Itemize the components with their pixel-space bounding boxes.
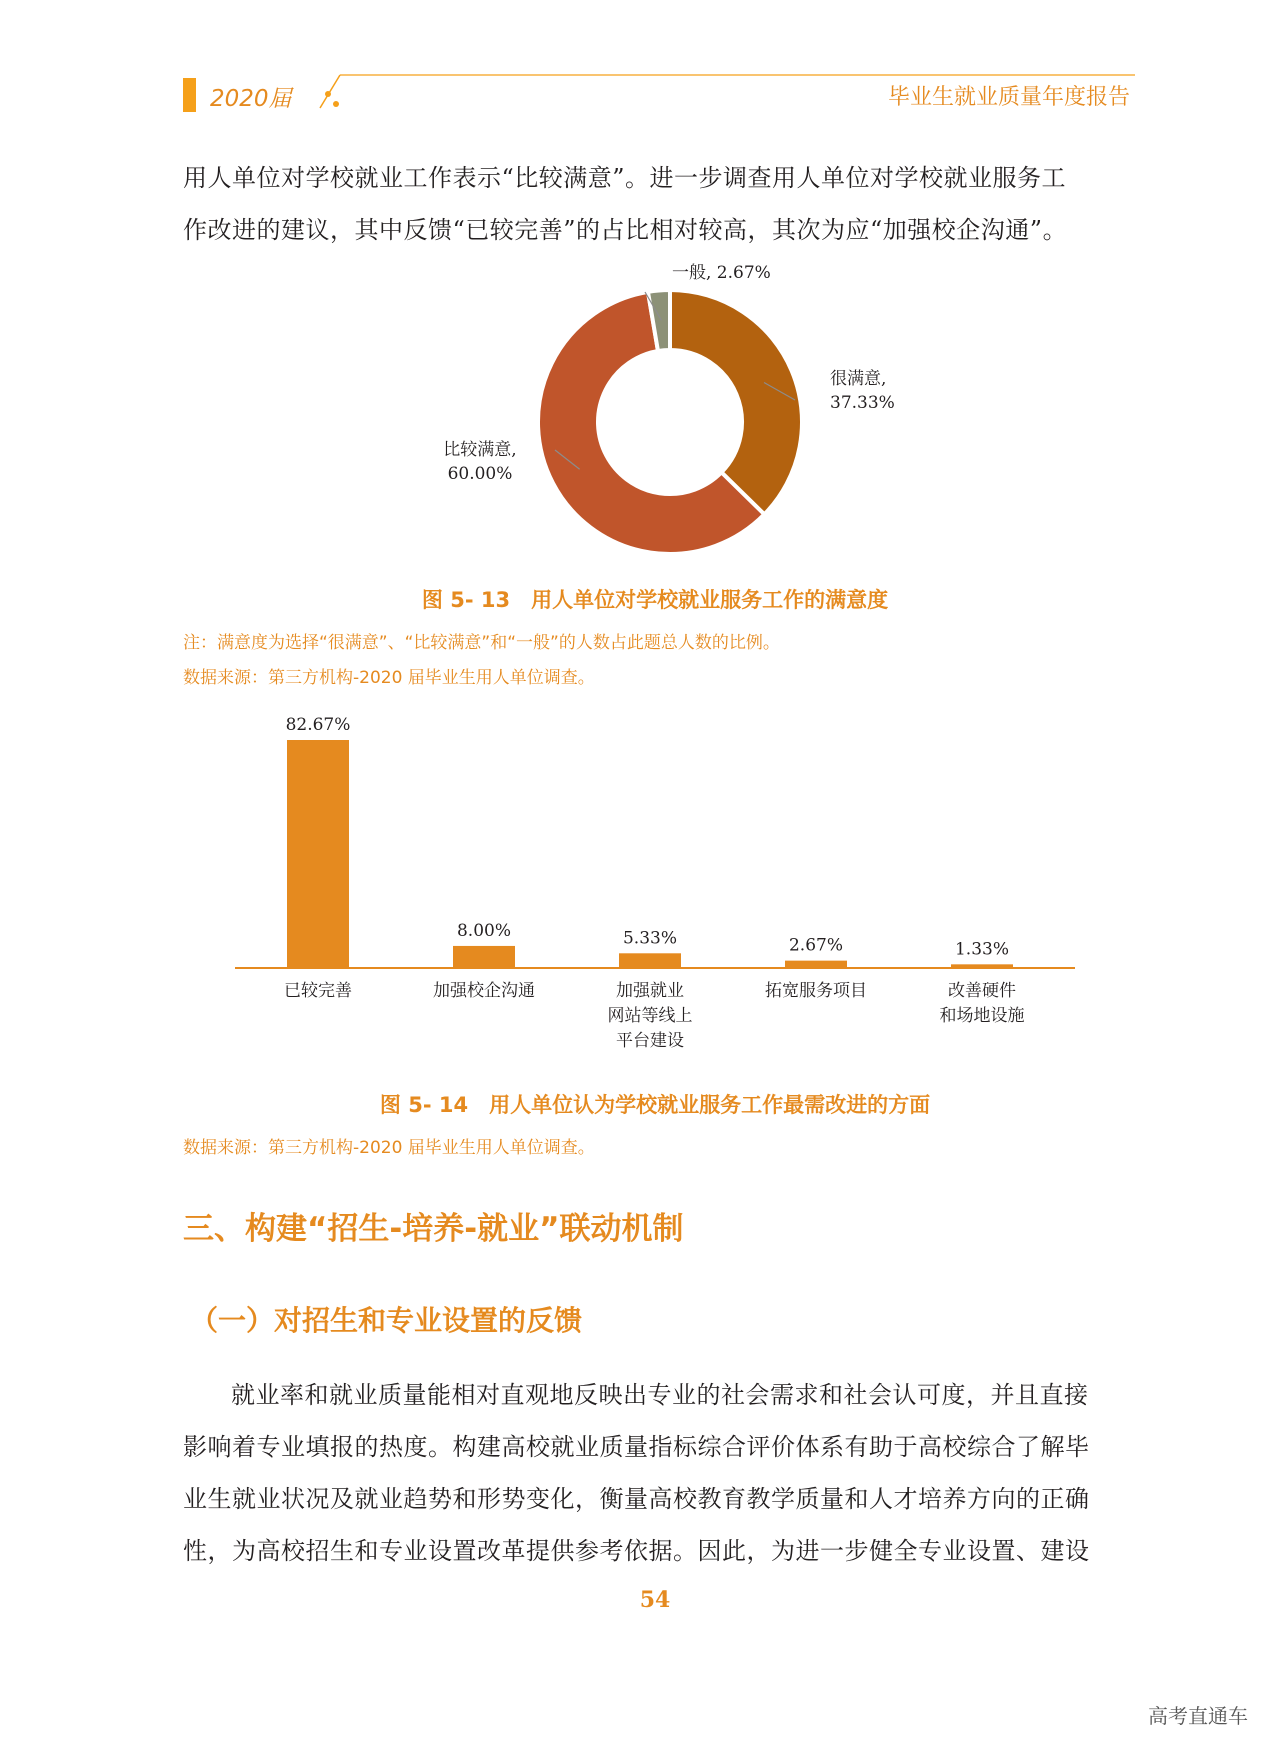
intro-line: 作改进的建议，其中反馈“已较完善”的占比相对较高，其次为应“加强校企沟通”。 bbox=[183, 216, 1068, 244]
bar-chart-source: 数据来源：第三方机构-2020 届毕业生用人单位调查。 bbox=[183, 1138, 595, 1158]
bar-category-label: 加强校企沟通 bbox=[433, 981, 535, 1001]
body-line: 就业率和就业质量能相对直观地反映出专业的社会需求和社会认可度，并且直接 bbox=[231, 1381, 1089, 1409]
donut-chart-note: 注：满意度为选择“很满意”、“比较满意”和“一般”的人数占此题总人数的比例。 bbox=[183, 633, 780, 653]
header-year: 2020届 bbox=[210, 86, 292, 112]
header-title: 毕业生就业质量年度报告 bbox=[887, 85, 1130, 110]
donut-slice-label: 一般, 2.67% bbox=[672, 263, 771, 283]
donut-slice-label: 比较满意, bbox=[443, 440, 517, 460]
bar-value-label: 8.00% bbox=[456, 920, 512, 941]
watermark: 高考直通车 bbox=[1148, 1704, 1248, 1728]
bar-category-label: 加强就业 bbox=[616, 981, 684, 1001]
donut-slice-label: 很满意, bbox=[830, 369, 887, 389]
donut-slice bbox=[670, 290, 802, 514]
section-heading: 三、构建“招生-培养-就业”联动机制 bbox=[183, 1211, 684, 1247]
page-number: 54 bbox=[639, 1587, 671, 1613]
body-line: 影响着专业填报的热度。构建高校就业质量指标综合评价体系有助于高校综合了解毕 bbox=[183, 1433, 1090, 1461]
donut-slice-value: 37.33% bbox=[830, 393, 895, 413]
body-line: 业生就业状况及就业趋势和形势变化，衡量高校教育教学质量和人才培养方向的正确 bbox=[183, 1485, 1090, 1513]
bar-chart bbox=[220, 700, 1100, 1060]
donut-slice-value: 60.00% bbox=[447, 464, 513, 484]
bar-value-label: 5.33% bbox=[622, 928, 678, 949]
bar-chart-title: 图 5- 14 用人单位认为学校就业服务工作最需改进的方面 bbox=[379, 1093, 931, 1117]
body-line: 性，为高校招生和专业设置改革提供参考依据。因此，为进一步健全专业设置、建设 bbox=[183, 1537, 1090, 1565]
bar-value-label: 2.67% bbox=[788, 935, 844, 956]
bar-category-label: 网站等线上 bbox=[607, 1006, 693, 1026]
subsection-heading: （一）对招生和专业设置的反馈 bbox=[190, 1304, 583, 1337]
intro-paragraph bbox=[183, 152, 1123, 256]
donut-chart bbox=[400, 260, 900, 560]
donut-chart-source: 数据来源：第三方机构-2020 届毕业生用人单位调查。 bbox=[183, 668, 595, 688]
donut-chart-title: 图 5- 13 用人单位对学校就业服务工作的满意度 bbox=[421, 588, 889, 612]
body-paragraph bbox=[183, 1369, 1123, 1577]
bar bbox=[619, 953, 681, 968]
bar bbox=[453, 946, 515, 968]
bar-category-label: 拓宽服务项目 bbox=[765, 981, 867, 1001]
bar-category-label: 改善硬件 bbox=[948, 981, 1016, 1001]
bar-value-label: 1.33% bbox=[954, 939, 1010, 960]
bar-category-label: 平台建设 bbox=[616, 1031, 684, 1051]
bar-value-label: 82.67% bbox=[285, 715, 351, 735]
bar-category-label: 和场地设施 bbox=[939, 1006, 1025, 1026]
intro-line: 用人单位对学校就业工作表示“比较满意”。进一步调查用人单位对学校就业服务工 bbox=[183, 164, 1067, 192]
bar bbox=[287, 740, 349, 968]
bar-category-label: 已较完善 bbox=[284, 981, 352, 1001]
bar bbox=[785, 961, 847, 968]
